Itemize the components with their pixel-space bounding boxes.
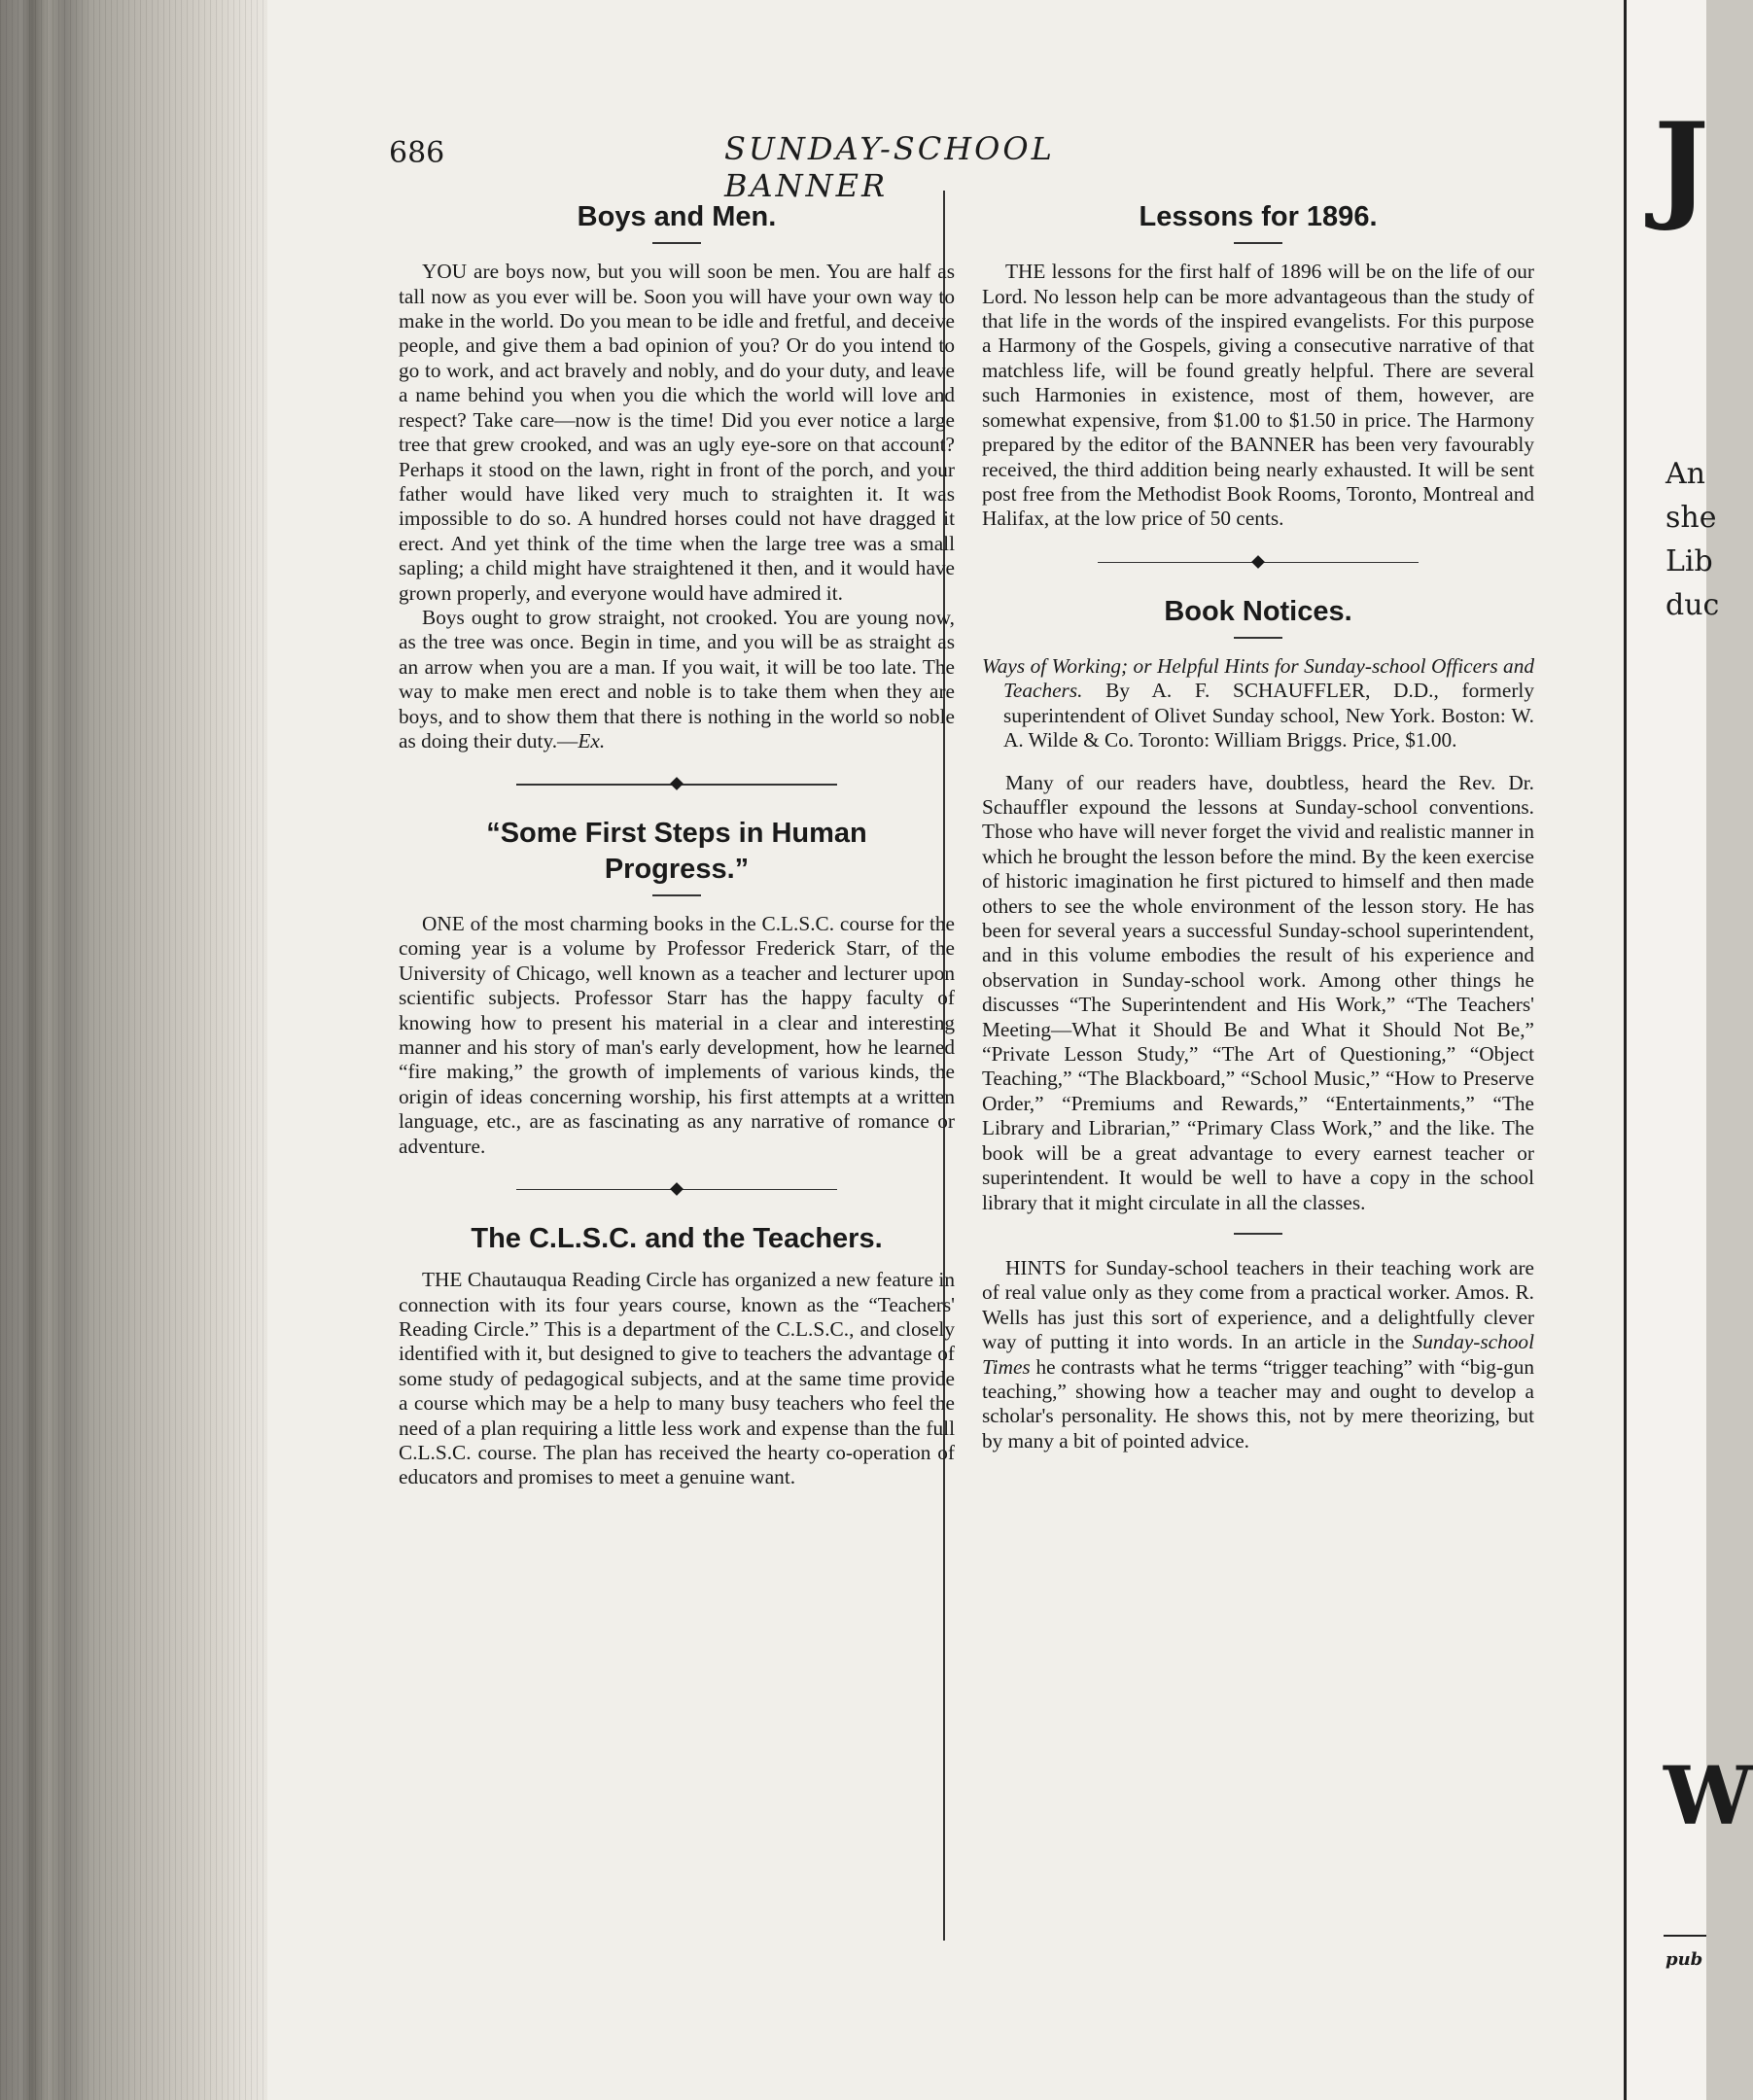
title-rule bbox=[1234, 637, 1282, 639]
section-ornament bbox=[516, 1180, 837, 1200]
section-ornament bbox=[516, 775, 837, 794]
paragraph-text: HINTS for Sunday-school teachers in their teaching work are of real value only as they come from a practical worker. Amos. R. Wells has just this sort of experience, and a delightfully clever way of putting it into words. In an article in the bbox=[982, 1255, 1534, 1354]
title-rule bbox=[1234, 242, 1282, 244]
article-paragraph: THE lessons for the first half of 1896 will be on the life of our Lord. No lesson help can be more advantageous than the study of that life in the words of the inspired evangelists. For this purpose a Harmony of the Gospels, giving a consecutive narrative of that matchless life, will be found greatly helpful. There are several such Harmonies in existence, most of them, however, are somewhat expensive, from $1.00 to $1.50 in price. The Harmony prepared by the editor of the BANNER has been very favourably received, the third addition being nearly exhausted. It will be sent post free from the Methodist Book Rooms, Toronto, Montreal and Halifax, at the low price of 50 cents. bbox=[982, 260, 1534, 531]
article-paragraph: YOU are boys now, but you will soon be men. You are half as tall now as you ever will be. Soon you will have your own way to make in the world. Do you mean to be idle and fretful, and deceive people, and give them a bad opinion of you? Or do you intend to go to work, and act bravely and nobly, and do your duty, and leave a name behind you when you die which the world will love and respect? Take care—now is the time! Did you ever notice a large tree that grew crooked, and was an ugly eye-sore on that account? Perhaps it stood on the lawn, right in front of the porch, and your father would have liked very much to straighten it. It was impossible to do so. A hundred horses could not have dragged it erect. And yet think of the time when the large tree was a small sapling; a child might have straightened it then, and it would have grown properly, and everyone would have admired it. bbox=[399, 260, 955, 605]
facing-page-text: An bbox=[1665, 457, 1705, 491]
section-ornament bbox=[1098, 553, 1419, 573]
article-paragraph bbox=[399, 606, 955, 753]
paragraph-text: Boys ought to grow straight, not crooked. You are young now, as the tree was once. Begin in time, and you will be as straight as an arrow when you are a man. If you wait, it will be too late. The way to make men erect and noble is to take them when they are boys, and to show them that there is nothing in the world so noble as doing their duty.— bbox=[399, 605, 955, 752]
page-edges bbox=[0, 0, 267, 2100]
title-rule bbox=[652, 894, 701, 896]
title-line: Progress.” bbox=[604, 853, 750, 885]
book-details: By A. F. SCHAUFFLER, D.D., formerly superintendent of Olivet Sunday school, New York. Boston: W. A. Wilde & Co. Toronto: William Briggs. Price, $1.00. bbox=[1003, 679, 1534, 752]
article-paragraph: Many of our readers have, doubtless, heard the Rev. Dr. Schauffler expound the lessons at Sunday-school conventions. Those who have will never forget the vivid and realistic manner in which he brought the lesson before the mind. By the keen exercise of historic imagination he first pictured to himself and then made others to see the whole environment of the lesson story. He has been for several years a successful Sunday-school superintendent, and in this volume embodies the result of his experience and observation in Sunday-school work. Among other things he discusses “The Superintendent and His Work,” “The Teachers' Meeting—What it Should Be and What it Should Not Be,” “Private Lesson Study,” “The Art of Questioning,” “Object Teaching,” “The Blackboard,” “School Music,” “How to Preserve Order,” “Premiums and Rewards,” “Entertainments,” “The Library and Librarian,” “Primary Class Work,” and the like. The book will be a great advantage to every earnest teacher or superintendent. It would be well to have a copy in the school library that it might circulate in all the classes. bbox=[982, 770, 1534, 1214]
section-rule bbox=[1234, 1233, 1282, 1235]
facing-page-text: duc bbox=[1665, 588, 1720, 622]
article-title-first-steps bbox=[399, 816, 955, 887]
facing-page-letter: W bbox=[1664, 1750, 1753, 1843]
right-column bbox=[982, 199, 1534, 1453]
facing-page-rule bbox=[1664, 1935, 1706, 1937]
facing-page-edge bbox=[1624, 0, 1753, 2100]
article-title-book-notices: Book Notices. bbox=[1164, 595, 1352, 627]
article-paragraph bbox=[982, 1256, 1534, 1453]
article-title-clsc-teachers: The C.L.S.C. and the Teachers. bbox=[471, 1222, 883, 1254]
article-title-boys-and-men: Boys and Men. bbox=[577, 201, 777, 232]
facing-page-text: Lib bbox=[1665, 544, 1713, 578]
facing-page-letter: J bbox=[1654, 97, 1709, 234]
running-title: SUNDAY-SCHOOL BANNER bbox=[724, 130, 1055, 204]
page-number: 686 bbox=[389, 136, 445, 170]
left-column bbox=[399, 199, 955, 1490]
book-citation bbox=[982, 654, 1534, 753]
facing-page-text: she bbox=[1665, 501, 1717, 535]
book-title: Ways of Working; or Helpful Hints for Sunday-school Officers and Teachers. bbox=[982, 653, 1534, 703]
source-attribution: Ex. bbox=[578, 728, 606, 752]
article-paragraph: THE Chautauqua Reading Circle has organized a new feature in connection with its four years course, known as the “Teachers' Reading Circle.” This is a department of the C.L.S.C., and closely identified with it, but designed to give to teachers the advantage of some study of pedagogical subjects, and at the same time provide a course which may be a help to many busy teachers who feel the need of a plan requiring a little less work and expense than the full C.L.S.C. course. The plan has received the hearty co-operation of educators and promises to meet a genuine want. bbox=[399, 1268, 955, 1489]
paragraph-text: he contrasts what he terms “trigger teaching” with “big-gun teaching,” showing how a teacher may and ought to develop a scholar's personality. He shows this, not by mere theorizing, but by many a bit of pointed advice. bbox=[982, 1354, 1534, 1452]
title-rule bbox=[652, 242, 701, 244]
article-title-lessons-1896: Lessons for 1896. bbox=[1139, 201, 1378, 232]
title-line: “Some First Steps in Human bbox=[486, 818, 867, 850]
article-paragraph: ONE of the most charming books in the C.L.S.C. course for the coming year is a volume by Professor Frederick Starr, of the University of Chicago, well known as a teacher and lecturer upon scientific subjects. Professor Starr has the happy faculty of knowing how to present his material in a clear and interesting manner and his story of man's early development, how he learned “fire making,” the growth of implements of various kinds, the origin of ideas concerning worship, his first attempts at a written language, etc., are as fascinating as any narrative of romance or adventure. bbox=[399, 911, 955, 1158]
publication-name: Sunday-school Times bbox=[982, 1330, 1534, 1379]
facing-page-text: pub bbox=[1665, 1949, 1703, 1970]
page-header bbox=[389, 126, 1157, 204]
